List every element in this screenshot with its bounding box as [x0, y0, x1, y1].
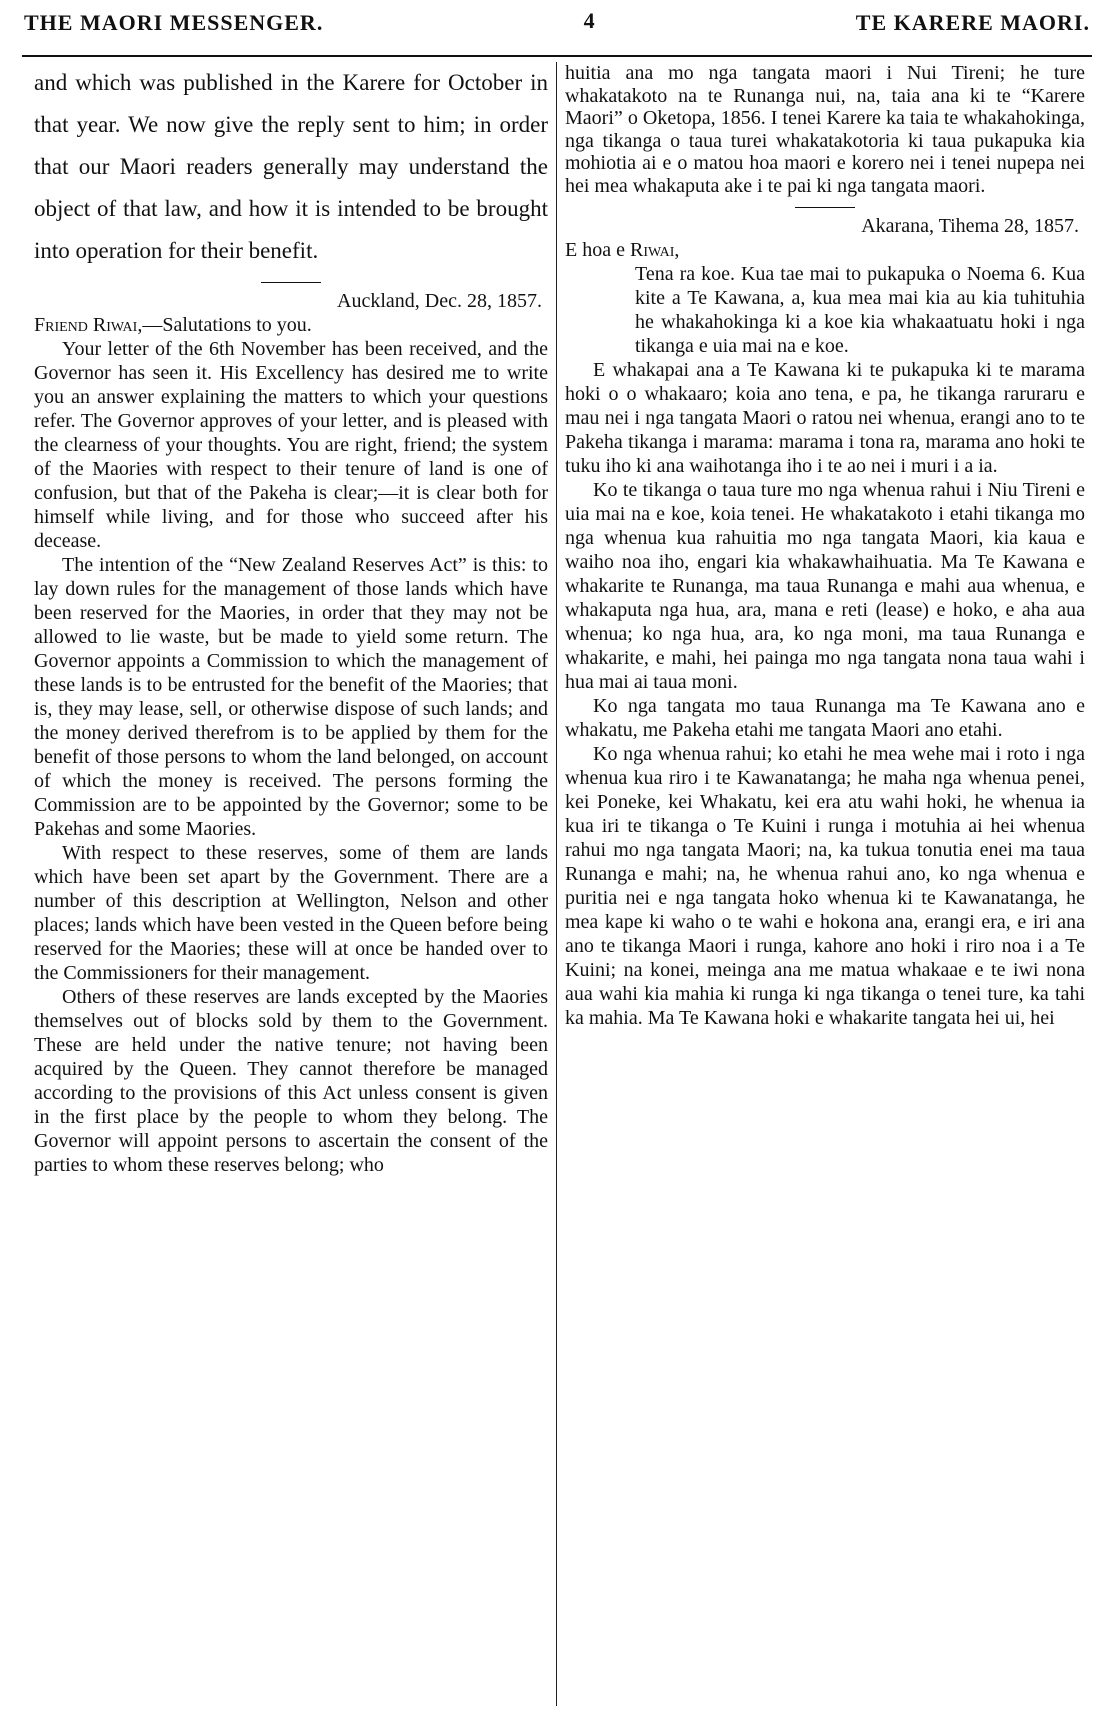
page-header	[24, 10, 1090, 46]
maori-salutation	[565, 238, 1085, 262]
english-masthead-title: THE MAORI MESSENGER.	[24, 10, 324, 35]
maori-salutation-name: Riwai,	[629, 239, 680, 261]
section-rule	[795, 207, 855, 208]
maori-salutation-prefix: E hoa e	[565, 239, 630, 261]
english-salutation-name: Friend Riwai,	[34, 314, 143, 336]
english-paragraph: The intention of the “New Zealand Reserves Act” is this: to lay down rules for the management of those lands which have been reserved for the Maories, in order that they may not be allowed to lie waste, but be made to yield some return. The Governor appoints a Commission to which the management of these lands is to be entrusted for the benefit of the Maories; that is, they may lease, sell, or otherwise dispose of such lands; and the money derived therefrom is to be applied by them for the benefit of those persons to whom the land belonged, on account of which the money is received. The persons forming the Commission are to be appointed by the Governor; some to be Pakehas and some Maories.	[34, 554, 548, 840]
section-rule	[261, 282, 321, 283]
maori-paragraph: Ko nga whenua rahui; ko etahi he mea wehe mai i roto i nga whenua kua riro i te Kawanatanga; he maha nga whenua penei, kei Poneke, kei Whakatu, kei era atu wahi hoki, he whenua ia kua iri te tikanga o Te Kuini i runga i motuhia ai hei whenua rahui mo nga tangata Maori; na, ka tukua tonutia enei ma taua Runanga e mahi; na, he whenua rahui ano, ko nga whenua e puritia nei e nga tangata hoko whenua ki te Kawanatanga, he mea kape ki waho o te wahi e hokona ana, erangi era, e iri ana ano te tikanga Maori i runga, kahore ano hoki i riro noa i a Te Kuini; na konei, meinga ana me matua whakaae e te iwi nona aua wahi kia mahia ki runga ki nga tikanga o tenei ture, ka tahi ka mahia. Ma Te Kawana hoki e whakarite tangata hei ui, hei	[565, 743, 1085, 1029]
maori-dateline: Akarana, Tihema 28, 1857.	[861, 215, 1079, 237]
english-dateline: Auckland, Dec. 28, 1857.	[337, 290, 542, 312]
page-number: 4	[583, 8, 596, 33]
english-column	[34, 62, 548, 1706]
maori-column	[565, 62, 1085, 1706]
maori-greeting: Tena ra koe. Kua tae mai to pukapuka o Noema 6. Kua kite a Te Kawana, a, kua mea mai kia au kia tuhituhia he whakahokinga ki a koe kia whakaatuatu hoki i nga tikanga e uia mai na e koe.	[635, 263, 1085, 357]
maori-paragraph: Ko te tikanga o taua ture mo nga whenua rahui i Niu Tireni e uia mai na e koe, koia tenei. He whakatakoto i etahi tikanga mo nga whenua kua rahuitia mo nga tangata Maori, kia kaua e waiho noa iho, engari kia whakawhaihuatia. Ma Te Kawana e whakarite te Runanga, ma taua Runanga e mahi aua whenua, e whakaputa nga hua, ara, mana e reti (lease) e hoko, e aha aua whenua; ko nga hua, ara, ko nga moni, ma taua Runanga e whakarite, e mahi, hei painga mo nga tangata nona taua wahi i hua mai ai taua moni.	[565, 479, 1085, 693]
english-intro-paragraph: and which was published in the Karere for October in that year. We now give the reply sent to him; in order that our Maori readers generally may understand the object of that law, and how it is intended to be brought into operation for their benefit.	[34, 70, 548, 263]
maori-intro-paragraph: huitia ana mo nga tangata maori i Nui Tireni; he ture whakatakoto na te Runanga nui, na, taia ana ki te “Karere Maori” o Oketopa, 1856. I tenei Karere ka taia te whakahokinga, nga tikanga o taua turei whakatakotoria ki taua pukapuka kia mohiotia ai e o matou hoa maori e korero nei i tenei nupepa nei hei mea whakaputa ake i te pai ki nga tangata maori.	[565, 62, 1085, 197]
maori-masthead-title: TE KARERE MAORI.	[855, 10, 1090, 35]
english-salutation-greeting: —Salutations to you.	[142, 314, 312, 336]
english-salutation	[34, 313, 548, 337]
english-paragraph: Your letter of the 6th November has been received, and the Governor has seen it. His Excellency has desired me to write you an answer explaining the matters to which your questions refer. The Governor approves of your letter, and is pleased with the clearness of your thoughts. You are right, friend; the system of the Maories with respect to their tenure of land is one of confusion, but that of the Pakeha is clear;—it is clear both for himself while living, and for those who succeed after his decease.	[34, 338, 548, 552]
column-divider	[556, 62, 557, 1706]
maori-paragraph: Ko nga tangata mo taua Runanga ma Te Kawana ano e whakatu, me Pakeha etahi me tangata Maori ano etahi.	[565, 695, 1085, 741]
english-paragraph: With respect to these reserves, some of them are lands which have been set apart by the Government. There are a number of this description at Wellington, Nelson and other places; lands which have been vested in the Queen before being reserved for the Maories; these will at once be handed over to the Commissioners for their management.	[34, 842, 548, 984]
maori-paragraph: E whakapai ana a Te Kawana ki te pukapuka ki te marama hoki o o whakaaro; koia ano tena, e pa, he tikanga raruraru e mau nei i nga tangata Maori o ratou nei whenua, erangi ano to te Pakeha tikanga i marama: marama i tona ra, marama ano hoki te tuku iho ki ana waihotanga iho i te ao nei i muri i a ia.	[565, 359, 1085, 477]
header-rule	[22, 55, 1092, 57]
english-paragraph: Others of these reserves are lands excepted by the Maories themselves out of blocks sold by them to the Government. These are held under the native tenure; not having been acquired by the Queen. They cannot therefore be managed according to the provisions of this Act unless consent is given in the first place by the people to whom they belong. The Governor will appoint persons to ascertain the consent of the parties to whom these reserves belong; who	[34, 986, 548, 1176]
